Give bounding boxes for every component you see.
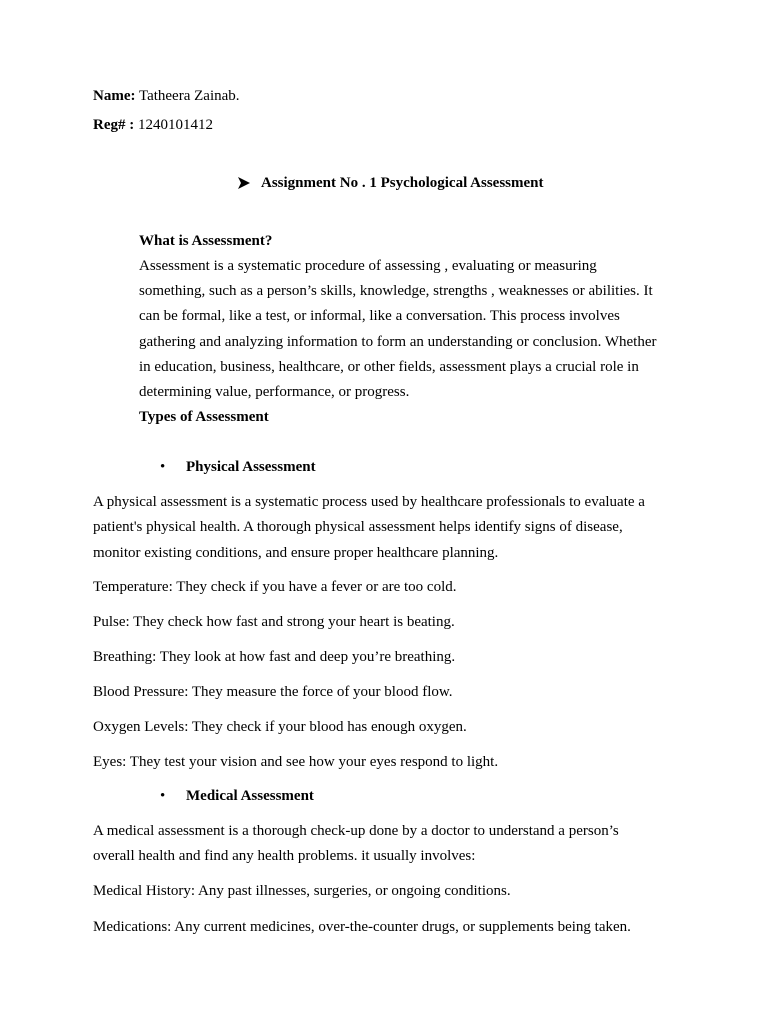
what-line: can be formal, like a test, or informal, like a conversation. This process involves: [139, 308, 620, 324]
what-line: gathering and analyzing information to form an understanding or conclusion. Whether: [139, 334, 657, 350]
medical-intro-line: A medical assessment is a thorough check-up done by a doctor to understand a person’s: [93, 823, 619, 839]
medical-item: Medications: Any current medicines, over-the-counter drugs, or supplements being taken.: [93, 919, 631, 935]
name-line: [93, 86, 240, 106]
physical-item: Blood Pressure: They measure the force of your blood flow.: [93, 684, 453, 700]
types-heading: Types of Assessment: [139, 409, 269, 425]
reg-label: Reg# :: [93, 117, 135, 133]
physical-item: Temperature: They check if you have a fever or are too cold.: [93, 579, 457, 595]
physical-intro-line: A physical assessment is a systematic process used by healthcare professionals to evaluate a: [93, 494, 645, 510]
physical-intro-line: monitor existing conditions, and ensure proper healthcare planning.: [93, 545, 499, 561]
physical-item: Breathing: They look at how fast and deep you’re breathing.: [93, 649, 456, 665]
physical-item: Oxygen Levels: They check if your blood has enough oxygen.: [93, 719, 467, 735]
what-line: determining value, performance, or progress.: [139, 384, 410, 400]
assignment-title: Assignment No . 1 Psychological Assessment: [261, 175, 544, 191]
what-line: something, such as a person’s skills, knowledge, strengths , weaknesses or abilities. It: [139, 283, 653, 299]
what-line: Assessment is a systematic procedure of assessing , evaluating or measuring: [139, 258, 597, 274]
bullet-dot-icon: •: [160, 788, 166, 804]
medical-intro-line: overall health and find any health problems. it usually involves:: [93, 848, 476, 864]
physical-heading: Physical Assessment: [186, 459, 316, 475]
physical-intro-line: patient's physical health. A thorough physical assessment helps identify signs of disease,: [93, 519, 623, 535]
bullet-dot-icon: •: [160, 459, 166, 475]
arrowhead-icon: [237, 176, 251, 190]
reg-line: [93, 115, 213, 135]
medical-item: Medical History: Any past illnesses, surgeries, or ongoing conditions.: [93, 883, 511, 899]
physical-item: Eyes: They test your vision and see how your eyes respond to light.: [93, 754, 499, 770]
name-label: Name:: [93, 88, 136, 104]
what-heading: What is Assessment?: [139, 233, 273, 249]
reg-value: 1240101412: [134, 117, 213, 133]
name-value: Tatheera Zainab.: [135, 88, 240, 104]
physical-item: Pulse: They check how fast and strong your heart is beating.: [93, 614, 455, 630]
medical-heading: Medical Assessment: [186, 788, 314, 804]
what-line: in education, business, healthcare, or other fields, assessment plays a crucial role in: [139, 359, 639, 375]
